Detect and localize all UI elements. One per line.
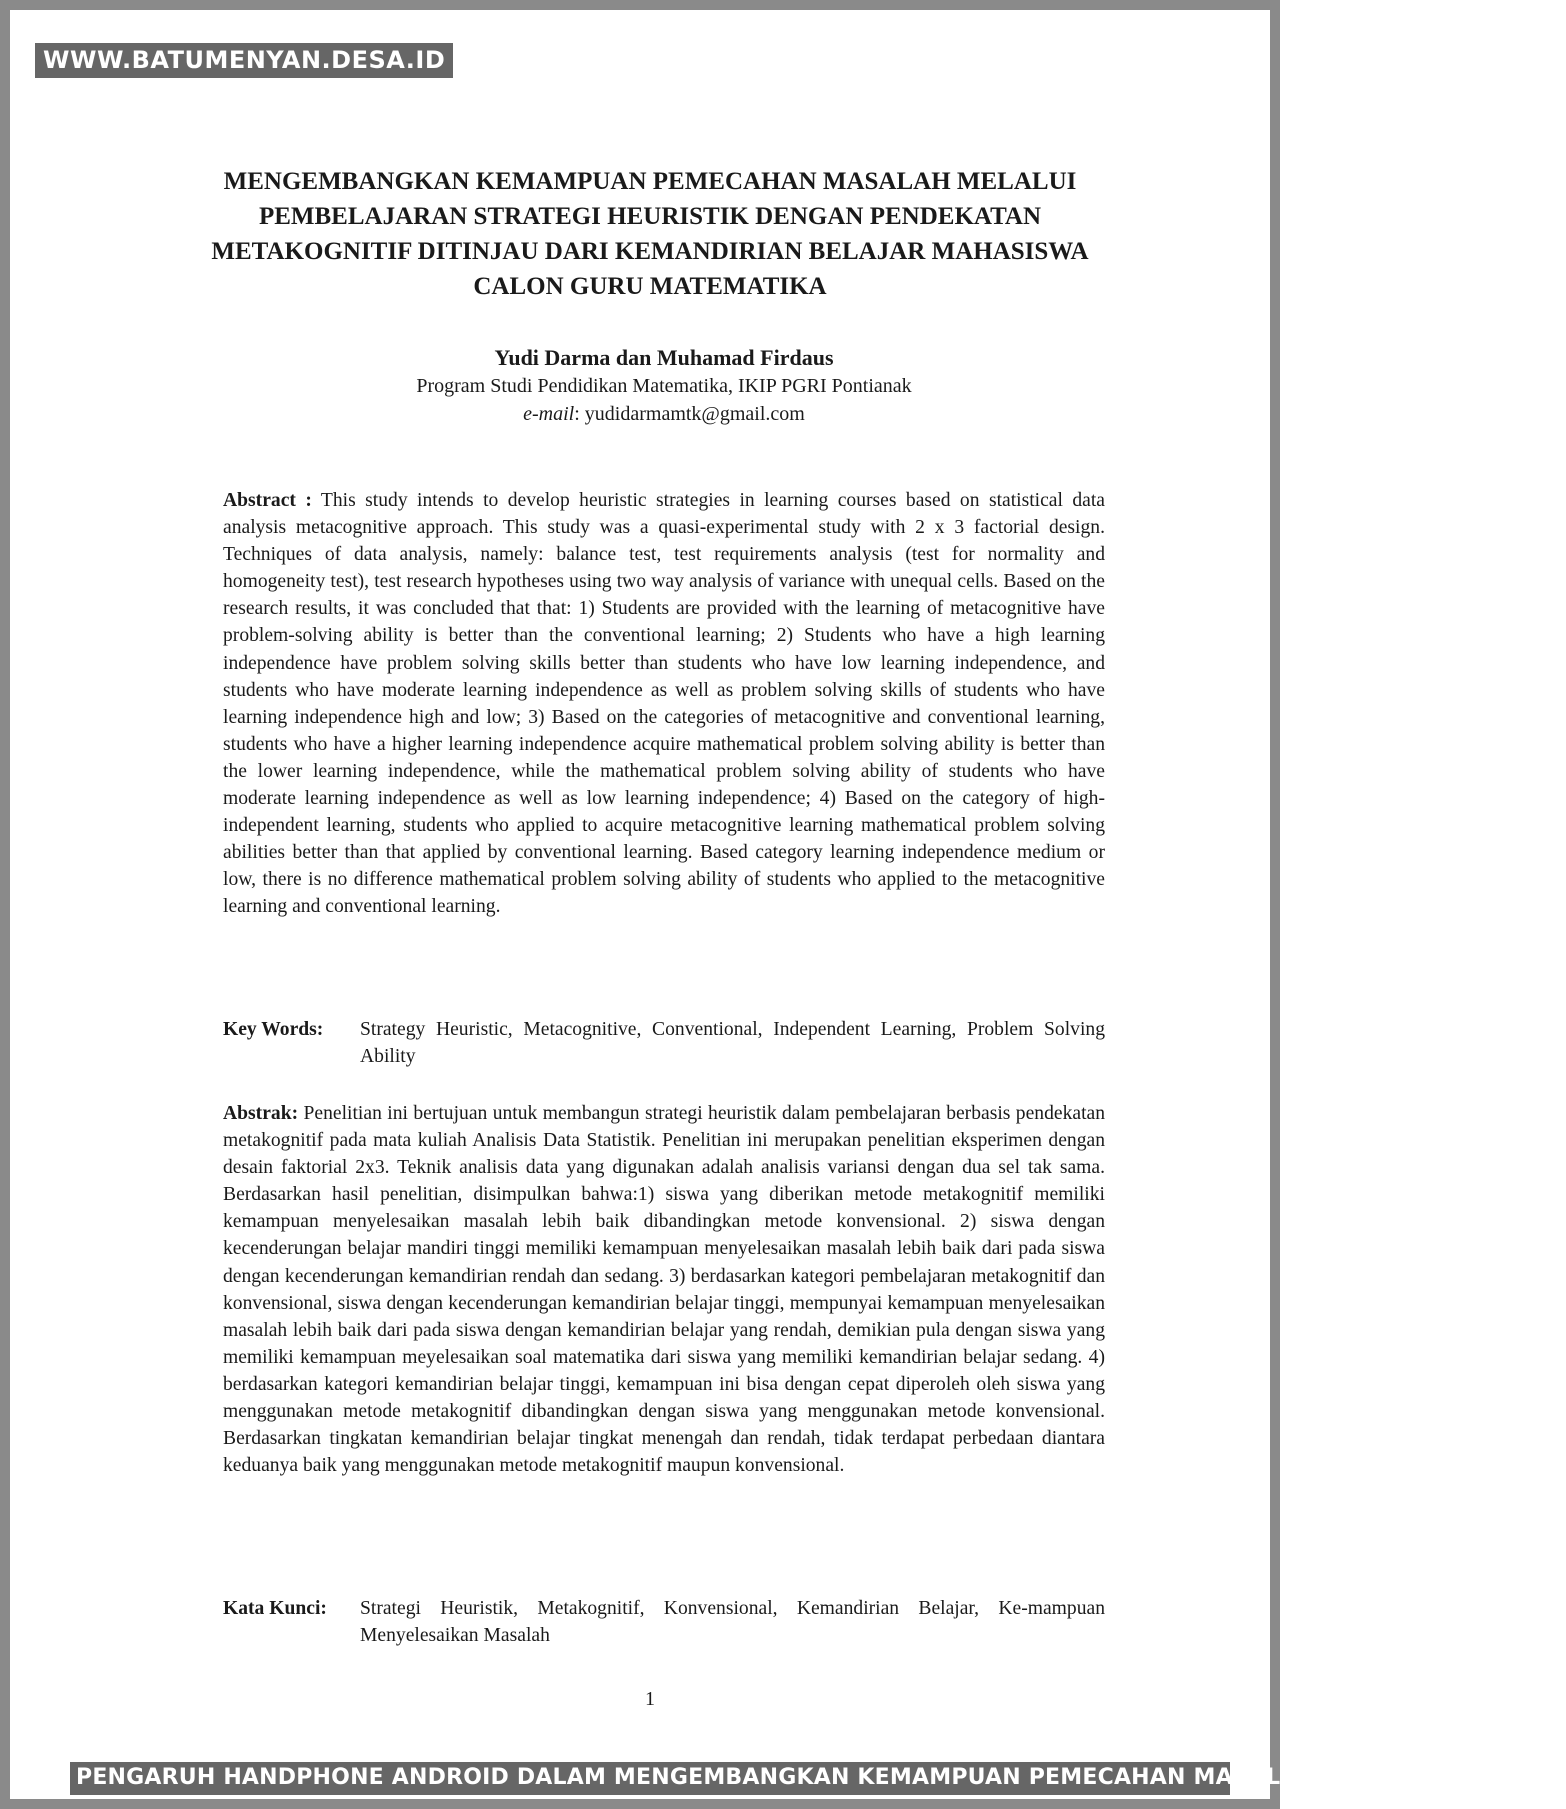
abstract-english <box>223 487 1105 921</box>
email-label: e-mail <box>523 403 575 425</box>
page-number: 1 <box>645 1688 655 1710</box>
paper-title: MENGEMBANGKAN KEMAMPUAN PEMECAHAN MASALAH MELALUI PEMBELAJARAN STRATEGI HEURISTIK DENGAN PENDEKATAN METAKOGNITIF DITINJAU DARI KEMANDIRIAN BELAJAR MAHASISWA CALON GURU MATEMATIKA <box>211 168 1089 300</box>
keywords-indonesian <box>223 1595 1105 1649</box>
keywords-indonesian-label: Kata Kunci: <box>223 1598 327 1619</box>
caption-watermark: PENGARUH HANDPHONE ANDROID DALAM MENGEMBANGKAN KEMAMPUAN PEMECAHAN MASALAH MATEMATIKA ANAK <box>70 1762 1230 1795</box>
email-address: : yudidarmamtk@gmail.com <box>574 403 805 425</box>
keywords-indonesian-text: Strategi Heuristik, Metakognitif, Konvensional, Kemandirian Belajar, Ke-mampuan Menyelesaikan Masalah <box>360 1598 1105 1647</box>
abstract-indonesian-label: Abstrak: <box>223 1103 299 1124</box>
keywords-english <box>223 1016 1105 1070</box>
abstract-indonesian <box>223 1100 1105 1479</box>
paper-email <box>200 401 1128 427</box>
abstract-indonesian-text: Penelitian ini bertujuan untuk membangun strategi heuristik dalam pembelajaran berbasis pendekatan metakognitif pada mata kuliah Analisis Data Statistik. Penelitian ini merupakan penelitian eksperimen dengan desain faktorial 2x3. Teknik analisis data yang digunakan adalah analisis variansi dengan dua sel tak sama. Berdasarkan hasil penelitian, disimpulkan bahwa:1) siswa yang diberikan metode metakognitif memiliki kemampuan menyelesaikan masalah lebih baik dibandingkan metode konvensional. 2) siswa dengan kecenderungan belajar mandiri tinggi memiliki kemampuan menyelesaikan masalah lebih baik dari pada siswa dengan kecenderungan kemandirian rendah dan sedang. 3) berdasarkan kategori pembelajaran metakognitif dan konvensional, siswa dengan kecenderungan kemandirian belajar tinggi, mempunyai kemampuan menyelesaikan masalah lebih baik dari pada siswa dengan kemandirian belajar yang rendah, demikian pula dengan siswa yang memiliki kemampuan meyelesaikan soal matematika dari siswa yang memiliki kemandirian belajar sedang. 4) berdasarkan kategori kemandirian belajar tinggi, kemampuan ini bisa dengan cepat diperoleh oleh siswa yang menggunakan metode metakognitif dibandingkan dengan siswa yang menggunakan metode konvensional. Berdasarkan tingkatan kemandirian belajar tingkat menengah dan rendah, tidak terdapat perbedaan diantara keduanya baik yang menggunakan metode metakognitif maupun konvensional. <box>223 1103 1105 1477</box>
abstract-english-text: This study intends to develop heuristic strategies in learning courses based on statistical data analysis metacognitive approach. This study was a quasi-experimental study with 2 x 3 factorial design. Techniques of data analysis, namely: balance test, test requirements analysis (test for normality and homogeneity test), test research hypotheses using two way analysis of variance with unequal cells. Based on the research results, it was concluded that that: 1) Students are provided with the learning of metacognitive have problem-solving ability is better than the conventional learning; 2) Students who have a high learning independence have problem solving skills better than students who have low learning independence, and students who have moderate learning independence as well as problem solving skills of students who have learning independence high and low; 3) Based on the categories of metacognitive and conventional learning, students who have a higher learning independence acquire mathematical problem solving ability is better than the lower learning independence, while the mathematical problem solving ability of students who have moderate learning independence as well as low learning independence; 4) Based on the category of high-independent learning, students who applied to acquire metacognitive learning mathematical problem solving abilities better than that applied by conventional learning. Based category learning independence medium or low, there is no difference mathematical problem solving ability of students who applied to the metacognitive learning and conventional learning. <box>223 490 1105 918</box>
paper-affiliation: Program Studi Pendidikan Matematika, IKIP PGRI Pontianak <box>416 375 912 397</box>
keywords-english-text: Strategy Heuristic, Metacognitive, Conventional, Independent Learning, Problem Solving Ability <box>360 1019 1105 1068</box>
keywords-english-label: Key Words: <box>223 1019 324 1040</box>
site-watermark: WWW.BATUMENYAN.DESA.ID <box>35 43 453 78</box>
abstract-english-label: Abstract : <box>223 490 312 511</box>
paper-authors: Yudi Darma dan Muhamad Firdaus <box>494 345 834 370</box>
